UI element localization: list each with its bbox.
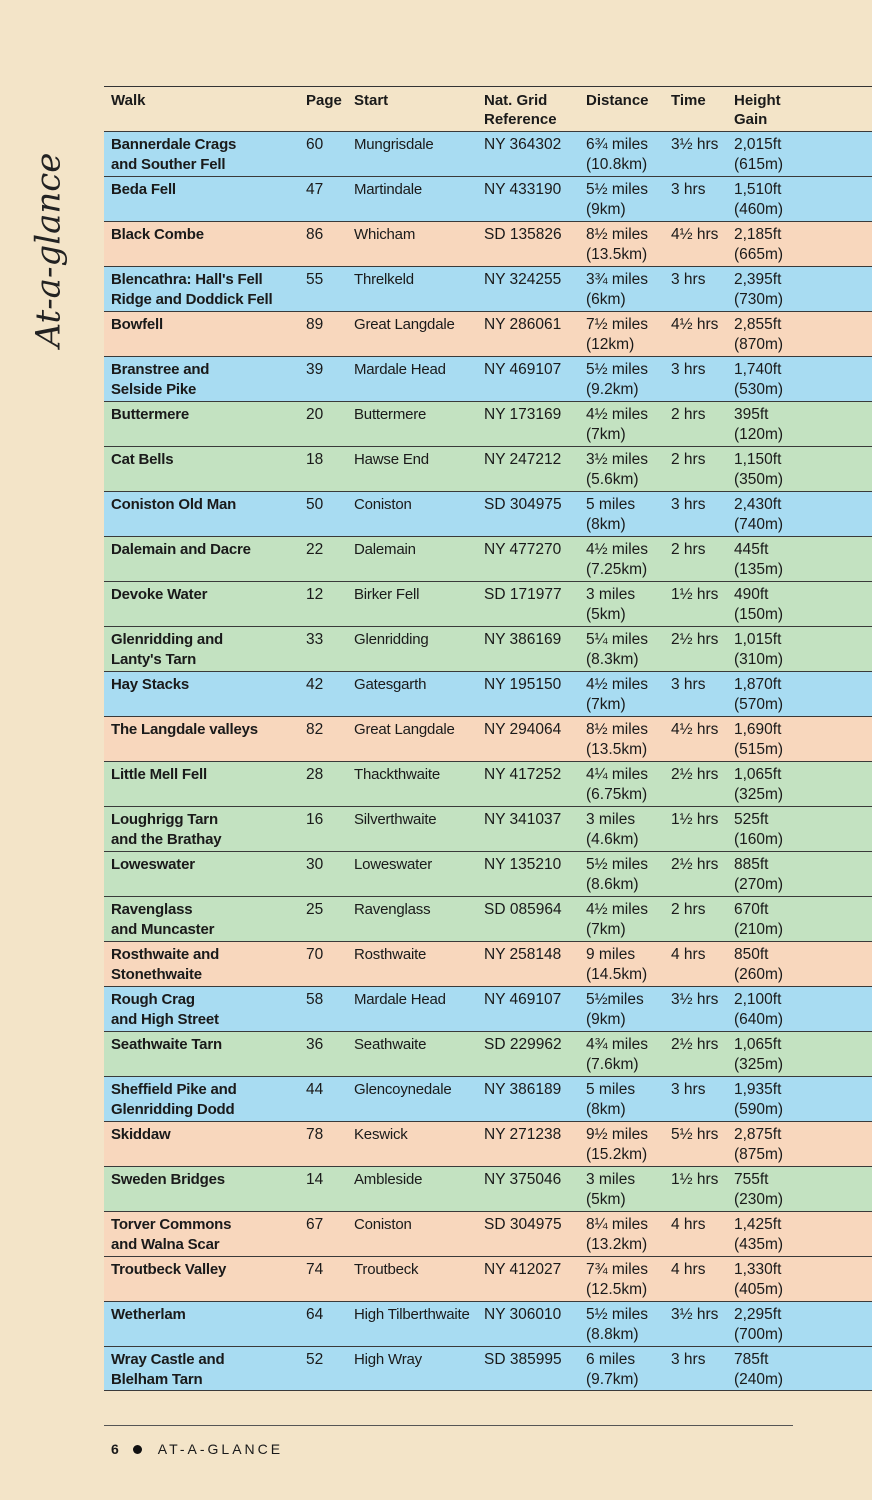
cell-page: 86 xyxy=(306,226,324,243)
cell-height-gain: 1,425ft (435m) xyxy=(734,1216,784,1253)
cell-time: 3 hrs xyxy=(671,676,706,693)
cell-grid-ref: NY 271238 xyxy=(484,1126,562,1143)
cell-distance: 5¼ miles (8.3km) xyxy=(586,631,649,668)
cell-start: Whicham xyxy=(354,226,416,243)
cell-height-gain: 1,150ft (350m) xyxy=(734,451,784,488)
cell-start: Glenridding xyxy=(354,631,429,648)
cell-start: High Tilberthwaite xyxy=(354,1306,470,1323)
cell-time: 3 hrs xyxy=(671,1351,706,1368)
cell-walk: Sheffield Pike and Glenridding Dodd xyxy=(111,1081,237,1118)
cell-page: 16 xyxy=(306,811,324,828)
cell-grid-ref: NY 294064 xyxy=(484,721,562,738)
table-row xyxy=(104,1076,872,1121)
cell-distance: 9 miles (14.5km) xyxy=(586,946,648,983)
table-row xyxy=(104,1121,872,1166)
cell-height-gain: 1,870ft (570m) xyxy=(734,676,784,713)
cell-page: 47 xyxy=(306,181,324,198)
cell-time: 3 hrs xyxy=(671,271,706,288)
table-row xyxy=(104,446,872,491)
cell-page: 20 xyxy=(306,406,324,423)
cell-time: 2 hrs xyxy=(671,901,706,918)
cell-walk: Torver Commons and Walna Scar xyxy=(111,1216,232,1253)
table-row xyxy=(104,1166,872,1211)
table-row xyxy=(104,851,872,896)
cell-page: 82 xyxy=(306,721,324,738)
cell-grid-ref: NY 341037 xyxy=(484,811,562,828)
cell-page: 28 xyxy=(306,766,324,783)
cell-time: 2½ hrs xyxy=(671,856,719,873)
cell-walk: Beda Fell xyxy=(111,181,176,198)
header-start: Start xyxy=(354,92,389,109)
cell-walk: Devoke Water xyxy=(111,586,208,603)
table-row xyxy=(104,671,872,716)
cell-walk: Buttermere xyxy=(111,406,190,423)
header-height: Height Gain xyxy=(734,92,781,128)
cell-page: 58 xyxy=(306,991,324,1008)
cell-start: Gatesgarth xyxy=(354,676,427,693)
cell-start: Martindale xyxy=(354,181,423,198)
header-page: Page xyxy=(306,92,342,109)
cell-time: 4½ hrs xyxy=(671,226,719,243)
cell-start: Great Langdale xyxy=(354,721,455,738)
cell-walk: Seathwaite Tarn xyxy=(111,1036,222,1053)
cell-distance: 3 miles (4.6km) xyxy=(586,811,639,848)
cell-page: 39 xyxy=(306,361,324,378)
cell-height-gain: 1,015ft (310m) xyxy=(734,631,784,668)
cell-page: 18 xyxy=(306,451,324,468)
cell-height-gain: 670ft (210m) xyxy=(734,901,784,938)
cell-time: 3 hrs xyxy=(671,181,706,198)
cell-grid-ref: SD 304975 xyxy=(484,1216,562,1233)
cell-distance: 8½ miles (13.5km) xyxy=(586,721,649,758)
cell-grid-ref: NY 433190 xyxy=(484,181,562,198)
cell-height-gain: 490ft (150m) xyxy=(734,586,784,623)
cell-height-gain: 1,065ft (325m) xyxy=(734,766,784,803)
cell-time: 4½ hrs xyxy=(671,721,719,738)
cell-page: 55 xyxy=(306,271,324,288)
cell-height-gain: 2,100ft (640m) xyxy=(734,991,784,1028)
cell-grid-ref: NY 477270 xyxy=(484,541,562,558)
cell-time: 2 hrs xyxy=(671,451,706,468)
cell-page: 25 xyxy=(306,901,324,918)
cell-time: 3½ hrs xyxy=(671,991,719,1008)
table-row xyxy=(104,356,872,401)
cell-page: 60 xyxy=(306,136,324,153)
cell-start: Troutbeck xyxy=(354,1261,419,1278)
table-row xyxy=(104,761,872,806)
cell-page: 36 xyxy=(306,1036,324,1053)
cell-walk: Cat Bells xyxy=(111,451,174,468)
cell-page: 42 xyxy=(306,676,324,693)
cell-height-gain: 395ft (120m) xyxy=(734,406,784,443)
cell-walk: Bannerdale Crags and Souther Fell xyxy=(111,136,237,173)
cell-grid-ref: NY 469107 xyxy=(484,361,562,378)
table-row xyxy=(104,131,872,176)
side-title xyxy=(22,150,74,350)
header-time: Time xyxy=(671,92,706,109)
cell-distance: 5 miles (8km) xyxy=(586,496,636,533)
cell-distance: 8½ miles (13.5km) xyxy=(586,226,649,263)
page-footer xyxy=(111,1441,283,1457)
cell-walk: Loughrigg Tarn and the Brathay xyxy=(111,811,222,848)
cell-grid-ref: NY 364302 xyxy=(484,136,562,153)
cell-distance: 5½ miles (9.2km) xyxy=(586,361,649,398)
table-row xyxy=(104,1301,872,1346)
cell-start: Coniston xyxy=(354,1216,412,1233)
cell-height-gain: 850ft (260m) xyxy=(734,946,784,983)
cell-time: 1½ hrs xyxy=(671,811,719,828)
table-row xyxy=(104,1346,872,1391)
cell-grid-ref: NY 195150 xyxy=(484,676,562,693)
cell-distance: 5½miles (9km) xyxy=(586,991,644,1028)
page-number: 6 xyxy=(111,1441,119,1457)
cell-height-gain: 2,875ft (875m) xyxy=(734,1126,784,1163)
cell-walk: The Langdale valleys xyxy=(111,721,258,738)
cell-grid-ref: SD 171977 xyxy=(484,586,562,603)
cell-page: 12 xyxy=(306,586,324,603)
cell-walk: Glenridding and Lanty's Tarn xyxy=(111,631,223,668)
cell-distance: 4½ miles (7km) xyxy=(586,676,649,713)
cell-start: Seathwaite xyxy=(354,1036,427,1053)
cell-time: 1½ hrs xyxy=(671,1171,719,1188)
table-row xyxy=(104,581,872,626)
table-row xyxy=(104,536,872,581)
cell-grid-ref: SD 085964 xyxy=(484,901,562,918)
cell-distance: 3½ miles (5.6km) xyxy=(586,451,649,488)
table-row xyxy=(104,401,872,446)
table-body xyxy=(104,131,872,1391)
cell-height-gain: 1,740ft (530m) xyxy=(734,361,784,398)
cell-walk: Sweden Bridges xyxy=(111,1171,225,1188)
cell-start: Mardale Head xyxy=(354,991,446,1008)
cell-grid-ref: SD 304975 xyxy=(484,496,562,513)
table-row xyxy=(104,716,872,761)
table-row xyxy=(104,1031,872,1076)
cell-height-gain: 525ft (160m) xyxy=(734,811,784,848)
cell-time: 4 hrs xyxy=(671,946,706,963)
cell-time: 2 hrs xyxy=(671,541,706,558)
table-row xyxy=(104,1256,872,1301)
side-title-text: At-a-glance xyxy=(28,152,68,348)
cell-height-gain: 2,185ft (665m) xyxy=(734,226,784,263)
table-row xyxy=(104,266,872,311)
cell-start: Coniston xyxy=(354,496,412,513)
cell-height-gain: 2,295ft (700m) xyxy=(734,1306,784,1343)
cell-time: 3 hrs xyxy=(671,1081,706,1098)
cell-walk: Ravenglass and Muncaster xyxy=(111,901,215,938)
cell-start: Loweswater xyxy=(354,856,433,873)
cell-height-gain: 2,855ft (870m) xyxy=(734,316,784,353)
cell-walk: Wetherlam xyxy=(111,1306,186,1323)
cell-height-gain: 785ft (240m) xyxy=(734,1351,784,1388)
cell-time: 3½ hrs xyxy=(671,1306,719,1323)
cell-page: 67 xyxy=(306,1216,324,1233)
cell-start: Buttermere xyxy=(354,406,427,423)
section-name: AT-A-GLANCE xyxy=(157,1441,284,1457)
cell-distance: 5½ miles (8.8km) xyxy=(586,1306,649,1343)
cell-start: Mungrisdale xyxy=(354,136,434,153)
cell-grid-ref: NY 173169 xyxy=(484,406,562,423)
cell-start: Threlkeld xyxy=(354,271,414,288)
cell-grid-ref: NY 417252 xyxy=(484,766,562,783)
cell-page: 78 xyxy=(306,1126,324,1143)
cell-walk: Rosthwaite and Stonethwaite xyxy=(111,946,220,983)
cell-start: Dalemain xyxy=(354,541,416,558)
cell-distance: 6 miles (9.7km) xyxy=(586,1351,639,1388)
cell-time: 2 hrs xyxy=(671,406,706,423)
cell-grid-ref: SD 385995 xyxy=(484,1351,562,1368)
cell-time: 2½ hrs xyxy=(671,631,719,648)
cell-height-gain: 1,330ft (405m) xyxy=(734,1261,784,1298)
cell-page: 22 xyxy=(306,541,324,558)
cell-grid-ref: NY 469107 xyxy=(484,991,562,1008)
cell-page: 89 xyxy=(306,316,324,333)
cell-page: 30 xyxy=(306,856,324,873)
cell-start: Rosthwaite xyxy=(354,946,427,963)
cell-time: 3½ hrs xyxy=(671,136,719,153)
cell-walk: Hay Stacks xyxy=(111,676,190,693)
cell-height-gain: 2,015ft (615m) xyxy=(734,136,784,173)
cell-distance: 8¼ miles (13.2km) xyxy=(586,1216,649,1253)
cell-walk: Branstree and Selside Pike xyxy=(111,361,210,398)
cell-page: 70 xyxy=(306,946,324,963)
cell-walk: Little Mell Fell xyxy=(111,766,207,783)
cell-grid-ref: NY 386169 xyxy=(484,631,562,648)
cell-distance: 5 miles (8km) xyxy=(586,1081,636,1118)
cell-distance: 4¾ miles (7.6km) xyxy=(586,1036,649,1073)
table-row xyxy=(104,896,872,941)
cell-grid-ref: NY 324255 xyxy=(484,271,562,288)
cell-height-gain: 755ft (230m) xyxy=(734,1171,784,1208)
cell-grid-ref: NY 386189 xyxy=(484,1081,562,1098)
cell-walk: Blencathra: Hall's Fell Ridge and Doddick Fell xyxy=(111,271,273,308)
cell-walk: Troutbeck Valley xyxy=(111,1261,227,1278)
table-row xyxy=(104,176,872,221)
cell-start: Keswick xyxy=(354,1126,408,1143)
cell-start: Ravenglass xyxy=(354,901,431,918)
table-row xyxy=(104,986,872,1031)
cell-distance: 3 miles (5km) xyxy=(586,1171,636,1208)
cell-distance: 4½ miles (7.25km) xyxy=(586,541,649,578)
cell-height-gain: 1,690ft (515m) xyxy=(734,721,784,758)
cell-grid-ref: NY 135210 xyxy=(484,856,562,873)
cell-walk: Black Combe xyxy=(111,226,204,243)
cell-time: 4½ hrs xyxy=(671,316,719,333)
cell-page: 33 xyxy=(306,631,324,648)
walks-table xyxy=(104,86,872,1391)
cell-start: Ambleside xyxy=(354,1171,423,1188)
cell-distance: 4½ miles (7km) xyxy=(586,901,649,938)
cell-walk: Rough Crag and High Street xyxy=(111,991,219,1028)
cell-start: High Wray xyxy=(354,1351,422,1368)
cell-start: Mardale Head xyxy=(354,361,446,378)
cell-grid-ref: SD 229962 xyxy=(484,1036,562,1053)
cell-start: Hawse End xyxy=(354,451,429,468)
cell-height-gain: 2,430ft (740m) xyxy=(734,496,784,533)
cell-time: 2½ hrs xyxy=(671,766,719,783)
table-row xyxy=(104,491,872,536)
cell-start: Silverthwaite xyxy=(354,811,437,828)
cell-walk: Coniston Old Man xyxy=(111,496,237,513)
table-row xyxy=(104,221,872,266)
cell-distance: 9½ miles (15.2km) xyxy=(586,1126,649,1163)
cell-height-gain: 1,935ft (590m) xyxy=(734,1081,784,1118)
cell-distance: 7¾ miles (12.5km) xyxy=(586,1261,649,1298)
table-row xyxy=(104,311,872,356)
header-grid: Nat. Grid Reference xyxy=(484,92,557,128)
header-walk: Walk xyxy=(111,92,146,109)
cell-time: 4 hrs xyxy=(671,1216,706,1233)
cell-distance: 3 miles (5km) xyxy=(586,586,636,623)
cell-time: 4 hrs xyxy=(671,1261,706,1278)
cell-distance: 7½ miles (12km) xyxy=(586,316,649,353)
table-header xyxy=(104,86,872,131)
cell-grid-ref: NY 247212 xyxy=(484,451,562,468)
cell-start: Birker Fell xyxy=(354,586,420,603)
cell-walk: Wray Castle and Blelham Tarn xyxy=(111,1351,225,1388)
cell-grid-ref: NY 306010 xyxy=(484,1306,562,1323)
header-distance: Distance xyxy=(586,92,649,109)
cell-start: Thackthwaite xyxy=(354,766,440,783)
table-row xyxy=(104,806,872,851)
cell-time: 2½ hrs xyxy=(671,1036,719,1053)
cell-walk: Dalemain and Dacre xyxy=(111,541,251,558)
cell-walk: Skiddaw xyxy=(111,1126,171,1143)
cell-page: 74 xyxy=(306,1261,324,1278)
cell-page: 14 xyxy=(306,1171,324,1188)
cell-distance: 4½ miles (7km) xyxy=(586,406,649,443)
cell-time: 3 hrs xyxy=(671,361,706,378)
cell-grid-ref: NY 258148 xyxy=(484,946,562,963)
cell-time: 1½ hrs xyxy=(671,586,719,603)
cell-start: Great Langdale xyxy=(354,316,455,333)
cell-height-gain: 885ft (270m) xyxy=(734,856,784,893)
cell-time: 5½ hrs xyxy=(671,1126,719,1143)
table-row xyxy=(104,626,872,671)
cell-height-gain: 445ft (135m) xyxy=(734,541,784,578)
cell-distance: 6¾ miles (10.8km) xyxy=(586,136,649,173)
cell-time: 3 hrs xyxy=(671,496,706,513)
cell-page: 44 xyxy=(306,1081,324,1098)
footer-divider xyxy=(104,1425,793,1426)
cell-height-gain: 2,395ft (730m) xyxy=(734,271,784,308)
cell-grid-ref: SD 135826 xyxy=(484,226,562,243)
cell-page: 50 xyxy=(306,496,324,513)
cell-start: Glencoynedale xyxy=(354,1081,452,1098)
cell-height-gain: 1,065ft (325m) xyxy=(734,1036,784,1073)
cell-distance: 3¾ miles (6km) xyxy=(586,271,649,308)
cell-distance: 4¼ miles (6.75km) xyxy=(586,766,649,803)
cell-distance: 5½ miles (9km) xyxy=(586,181,649,218)
cell-grid-ref: NY 286061 xyxy=(484,316,562,333)
cell-grid-ref: NY 375046 xyxy=(484,1171,562,1188)
cell-walk: Bowfell xyxy=(111,316,163,333)
cell-walk: Loweswater xyxy=(111,856,195,873)
cell-distance: 5½ miles (8.6km) xyxy=(586,856,649,893)
cell-grid-ref: NY 412027 xyxy=(484,1261,562,1278)
table-row xyxy=(104,941,872,986)
cell-page: 64 xyxy=(306,1306,324,1323)
bullet-icon xyxy=(133,1445,142,1454)
cell-page: 52 xyxy=(306,1351,324,1368)
table-row xyxy=(104,1211,872,1256)
cell-height-gain: 1,510ft (460m) xyxy=(734,181,784,218)
